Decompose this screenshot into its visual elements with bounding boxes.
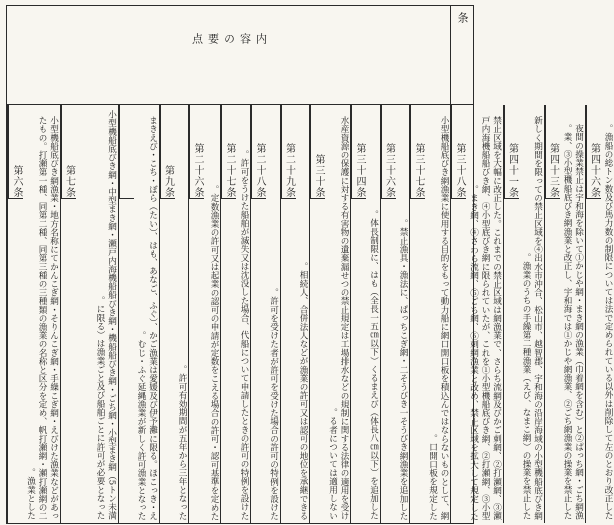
article-row: [380, 105, 410, 523]
article-number: 第三十四条: [351, 105, 366, 199]
article-number: 第二十七条: [221, 105, 236, 199]
header-row: [7, 6, 474, 105]
article-row: [7, 105, 60, 523]
article-row: [450, 105, 503, 523]
header-content: [7, 6, 451, 105]
article-row: [250, 105, 280, 523]
article-text: 体長制限に、はも（全長一五㎝以下）くるまえび（体長八㎝以下）を追加した。: [368, 210, 379, 520]
article-row: [309, 105, 350, 523]
article-number: 第三十六条: [381, 105, 396, 199]
article-text: 新しく期間を限っての禁止区域を④出水市沖合、松山市、越智郡、宇和海の沿岸海域の小型機船底びき網漁業のうちの手繰第二種漁業（えび、なまこ網）の操業を禁止した。: [521, 115, 543, 520]
article-text: 小型機船底びき網漁業・地方名称にてかんこぎ網・そりんこぎ網・手繰こぎ網・えびけた漁業などがあったもの。打瀬第一種、同第二種、同第三種の三種類の漁業の名称と区分を定め、帆打瀬網・瀬打瀬網の二漁業とした。: [25, 115, 59, 520]
article-row: [220, 105, 250, 523]
article-number: 第二十六条: [189, 105, 204, 199]
article-row: [280, 105, 310, 523]
article-columns: [7, 105, 613, 523]
article-text: 定数漁業の許可又は起業の認可の申請が定数をこえる場合の許可・認可基準を定めた。: [209, 184, 219, 520]
article-number: 第四十六条: [586, 105, 601, 199]
article-text: 許可有効期間が五年から三年となった。: [177, 365, 187, 520]
article-number: 第二十九条: [281, 105, 296, 199]
regulation-table: [6, 5, 613, 524]
article-text: 小型機船底びき網・中型まき網・瀬戸内海機船船びき網・機船船びき網・ごち網・小型まき網（5トン未満に限る）は漁業ごと及び船舶ごとに許可が必要となった。: [95, 110, 117, 520]
article-number: 第三十八条: [451, 105, 466, 199]
article-number: 第六条: [8, 105, 23, 199]
article-number: [119, 105, 134, 199]
article-row: [585, 105, 614, 523]
header-article-label: 条: [456, 12, 469, 23]
header-article: [451, 6, 474, 105]
article-text: 禁止漁具・漁法に、ぱっちこぎ網・二そうびき一そうびき網漁業を追加した。: [398, 218, 408, 520]
article-number: 第四十一条: [504, 105, 519, 199]
article-text: まきえび・こち・ぼら（たい）、はも、あなご、ふぐ）、かご漁業は愛媛及び伊予灘に限る。ほこっき・えむじ・ふぐ延縄漁業が新しく許可漁業となった。: [136, 115, 158, 520]
article-text: 相続人、合併法人などが漁業の許可又は認可の地位を承継できる。: [298, 261, 308, 520]
header-content-label: 内容の要点: [190, 32, 268, 84]
article-number: 第四十三条: [545, 105, 560, 199]
article-number: 第九条: [160, 105, 175, 199]
article-number: 第三十条: [310, 105, 325, 199]
article-row: [60, 105, 118, 523]
article-text: 許可をうけた船舶が滅失又は沈没した場合、代船について申請したときの許可の特例を設けた。: [239, 150, 249, 520]
article-row: [503, 105, 544, 523]
article-row: [350, 105, 380, 523]
article-text: 許可を受けた者が許可を受けた場合の許可の特例を設けた。: [268, 287, 279, 520]
article-row: [188, 105, 220, 523]
article-row: [159, 105, 189, 523]
article-row: [544, 105, 585, 523]
article-text: 禁止区域を大幅に改正した。これまでの禁止区域は網漁業で、さらち流網及びかご刺網、②打瀬網、③瀬戸内海機船船びき網、④小型底びき網に限られていたが、これを①小型機船底びき網、②打瀬網、③小型まき網、④さわら流網、⑤ごち網、⑥刺網漁業と改め、禁止区域を拡大して規定した。: [468, 115, 502, 520]
article-number: 第三十七条: [410, 105, 425, 199]
article-text: 夜間の操業禁止は宇和海を除いて①かじや網・まき網の漁業（巾着網を含む）と②ぱっち網・ごち網漁業、③小型機船底びき網漁業と改正し、宇和海では①かじや網漁業、②ごち網漁業の操業を禁止した。: [562, 124, 584, 520]
article-number: 第七条: [61, 105, 76, 199]
article-text: 小型機船底びき網漁業に使用する目的をもって動力船に網口開口板を積込んではならないものとして、網口開口板を規定した。: [427, 115, 449, 520]
article-text: 漁船の総トン数及び馬力数の制限については法で定められている以外は削除して左のとおり改正した。: [603, 124, 613, 520]
body-row: [7, 105, 474, 524]
article-number: 第二十八条: [251, 105, 266, 199]
content-area: [7, 105, 613, 524]
article-row: [409, 105, 450, 523]
article-row: [118, 105, 159, 523]
article-text: 水産資源の保護に対する有害物の遺棄漏せつの禁止規定は工場排水などの規制に関する法律の適用を受ける者については適用しない。: [327, 115, 349, 520]
